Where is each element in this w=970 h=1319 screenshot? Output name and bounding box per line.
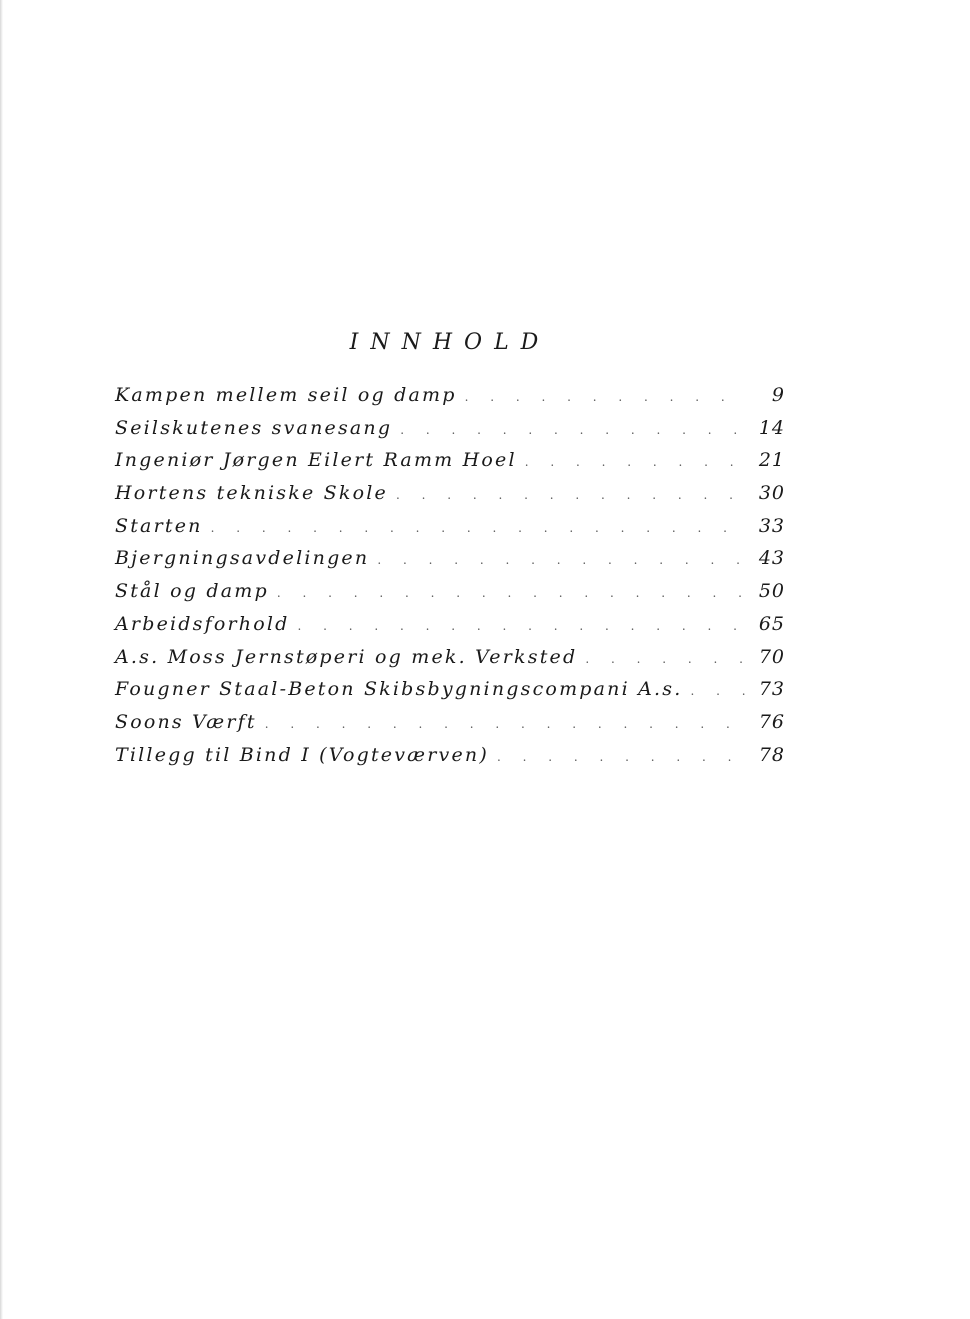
toc-entry (115, 711, 785, 744)
toc-entry-title: Soons Værft (115, 710, 257, 733)
toc-entry-title: Fougner Staal-Beton Skibsbygningscompani A.s. (115, 678, 683, 701)
toc-entry-title: Hortens tekniske Skole (115, 482, 388, 505)
dot-leader (211, 521, 747, 535)
toc-entry (115, 678, 785, 711)
toc-entry-page: 14 (758, 416, 785, 439)
dot-leader (377, 553, 747, 567)
dot-leader (525, 455, 747, 469)
dot-leader (297, 619, 747, 633)
dot-leader (265, 717, 747, 731)
toc-entry (115, 744, 785, 777)
toc-entry (115, 547, 785, 580)
toc-entry-title: Seilskutenes svanesang (115, 416, 393, 439)
toc-entry-title: Ingeniør Jørgen Eilert Ramm Hoel (115, 449, 517, 472)
dot-leader (497, 750, 747, 764)
table-of-contents (115, 384, 785, 776)
toc-entry-page: 73 (758, 678, 785, 701)
toc-entry-title: Arbeidsforhold (115, 612, 290, 635)
toc-entry-page: 30 (758, 482, 785, 505)
dot-leader (585, 652, 747, 666)
toc-entry-title: Stål og damp (115, 580, 269, 603)
page-title: INNHOLD (349, 330, 551, 355)
dot-leader (396, 488, 747, 502)
toc-entry-title: Kampen mellem seil og damp (115, 384, 457, 406)
dot-leader (400, 423, 747, 437)
dot-leader (465, 390, 747, 404)
toc-entry-page: 76 (758, 710, 785, 733)
toc-entry-page: 78 (758, 743, 785, 766)
toc-entry (115, 384, 785, 417)
toc-entry-title: Bjergningsavdelingen (115, 547, 370, 570)
toc-entry-title: Starten (115, 514, 203, 537)
toc-entry (115, 449, 785, 482)
toc-entry-page: 65 (758, 612, 785, 635)
dot-leader (690, 684, 747, 698)
toc-entry (115, 417, 785, 450)
toc-entry-page: 43 (758, 547, 785, 570)
toc-entry (115, 482, 785, 515)
toc-entry-title: Tillegg til Bind I (Vogteværven) (115, 743, 489, 766)
page-edge-shadow (0, 0, 3, 1319)
toc-entry-page: 50 (758, 580, 785, 603)
toc-entry (115, 646, 785, 679)
dot-leader (277, 586, 747, 600)
toc-entry-page: 70 (758, 645, 785, 668)
toc-entry (115, 515, 785, 548)
toc-entry (115, 580, 785, 613)
toc-entry-page: 33 (758, 514, 785, 537)
toc-entry-page: 21 (758, 449, 785, 472)
toc-entry (115, 613, 785, 646)
toc-entry-title: A.s. Moss Jernstøperi og mek. Verksted (115, 645, 578, 668)
toc-entry-page: 9 (771, 384, 785, 406)
